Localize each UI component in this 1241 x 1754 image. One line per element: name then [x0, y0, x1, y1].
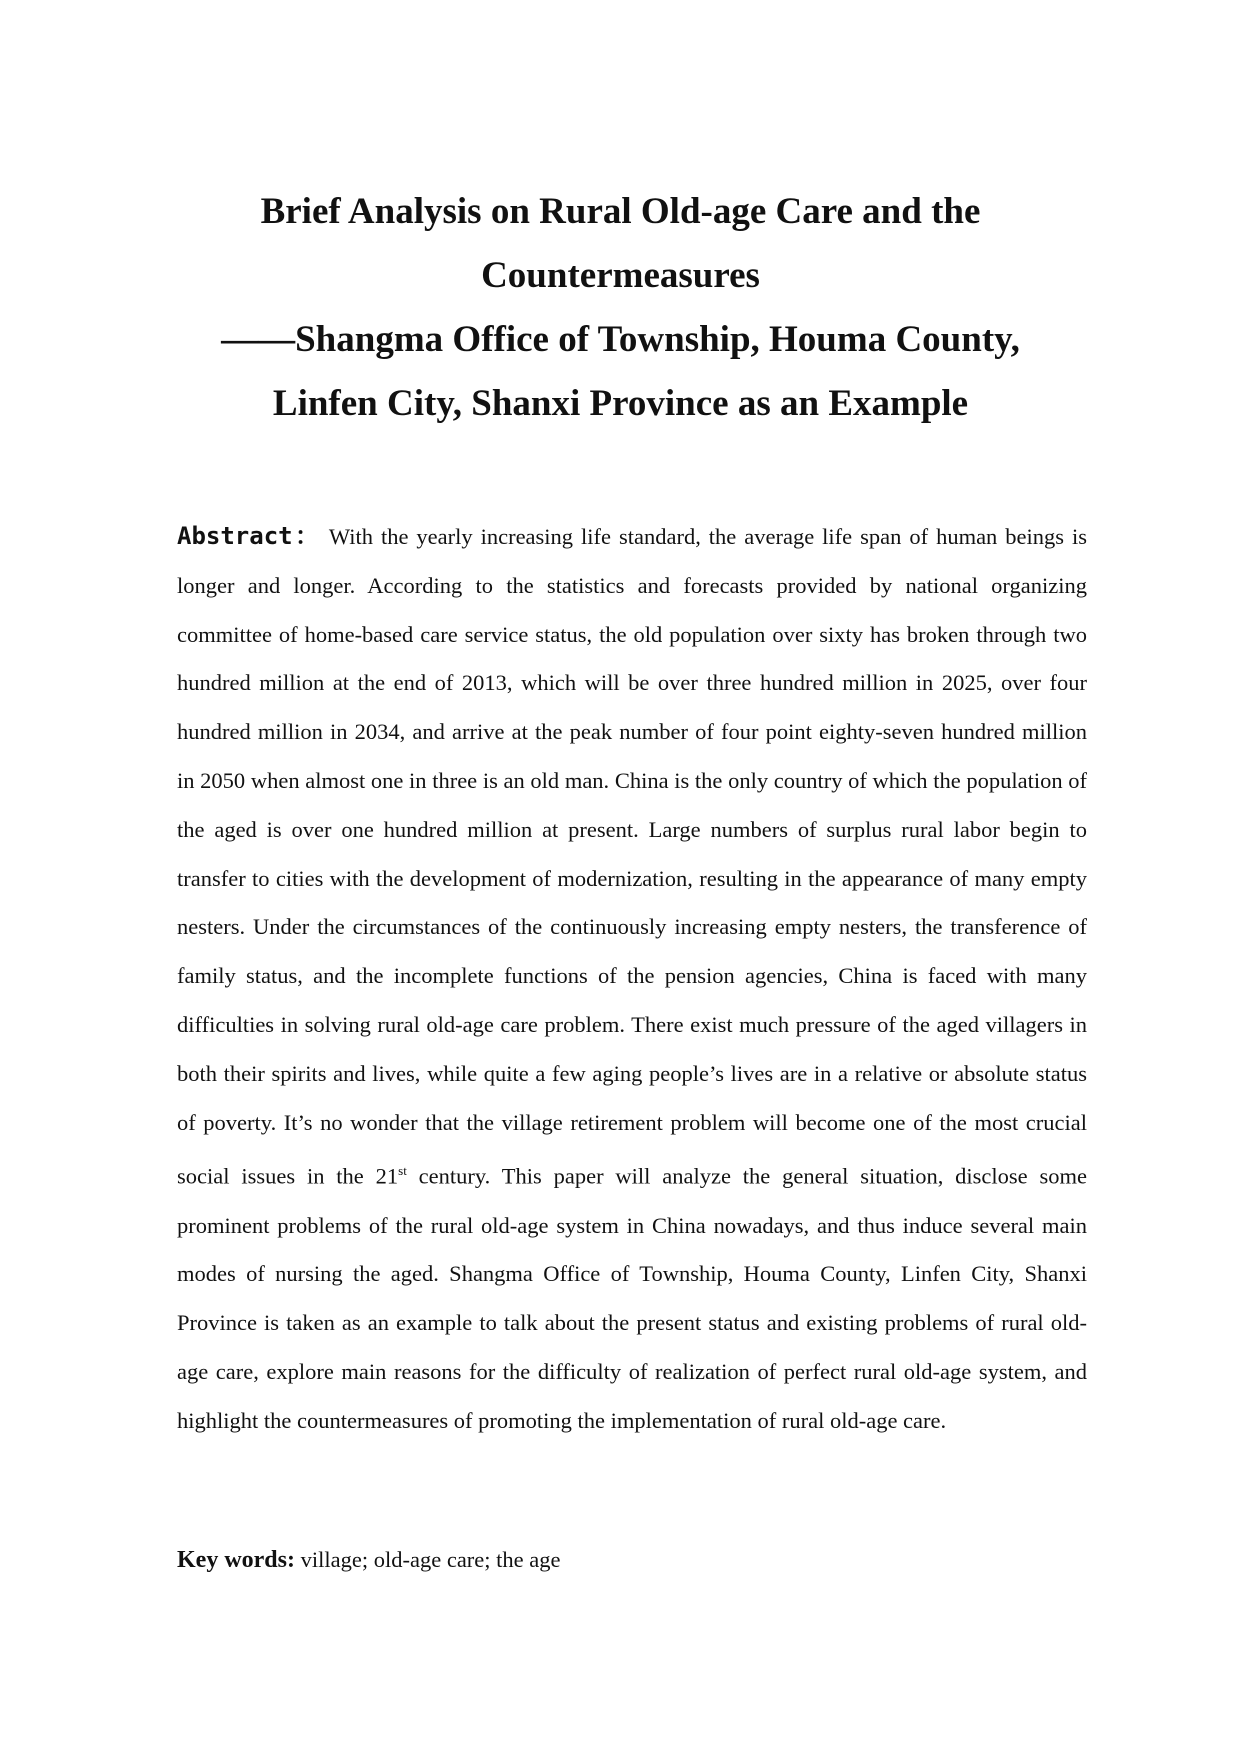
keyword-item: the age [496, 1547, 561, 1572]
keyword-separator: ; [361, 1547, 374, 1572]
abstract-label: Abstract： [177, 522, 322, 550]
keywords-label: Key words: [177, 1547, 295, 1573]
title-line-1: Brief Analysis on Rural Old-age Care and the [260, 191, 981, 232]
keyword-separator: ; [484, 1547, 497, 1572]
paper-title [150, 180, 1091, 436]
abstract-text-part-2: century. This paper will analyze the general situation, disclose some prominent problems of the rural old-age system in China nowadays, and thus induce several main modes of nursing the aged. Shangma Office of Township, Houma County, Linfen City, Shanxi Province is taken as an example to talk about the present status and existing problems of rural old-age care, explore main reasons for the difficulty of realization of perfect rural old-age system, and highlight the countermeasures of promoting the implementation of rural old-age care. [177, 1163, 1088, 1433]
title-line-2: Countermeasures [481, 255, 760, 296]
abstract-paragraph [177, 512, 1087, 1446]
keyword-item: old-age care [373, 1547, 485, 1572]
keyword-item: village [300, 1547, 362, 1572]
subtitle-line-1: ——Shangma Office of Township, Houma County, [221, 319, 1020, 360]
abstract-text-part-1: With the yearly increasing life standard, the average life span of human beings is longer and longer. According to the statistics and forecasts provided by national organizing committee of home-based care service status, the old population over sixty has broken through two hundred million at the end of 2013, which will be over three hundred million in 2025, over four hundred million in 2034, and arrive at the peak number of four point eighty-seven hundred million in 2050 when almost one in three is an old man. China is the only country of which the population of the aged is over one hundred million at present. Large numbers of surplus rural labor begin to transfer to cities with the development of modernization, resulting in the appearance of many empty nesters. Under the circumstances of the continuously increasing empty nesters, the transference of family status, and the incomplete functions of the pension agencies, China is faced with many difficulties in solving rural old-age care problem. There exist much pressure of the aged villagers in both their spirits and lives, while quite a few aging people’s lives are in a relative or absolute status of poverty. It’s no wonder that the village retirement problem will become one of the most crucial social issues in the 21 [177, 524, 1088, 1189]
ordinal-superscript: st [398, 1163, 407, 1179]
subtitle-line-2: Linfen City, Shanxi Province as an Example [272, 383, 969, 424]
keywords-line [177, 1536, 561, 1584]
